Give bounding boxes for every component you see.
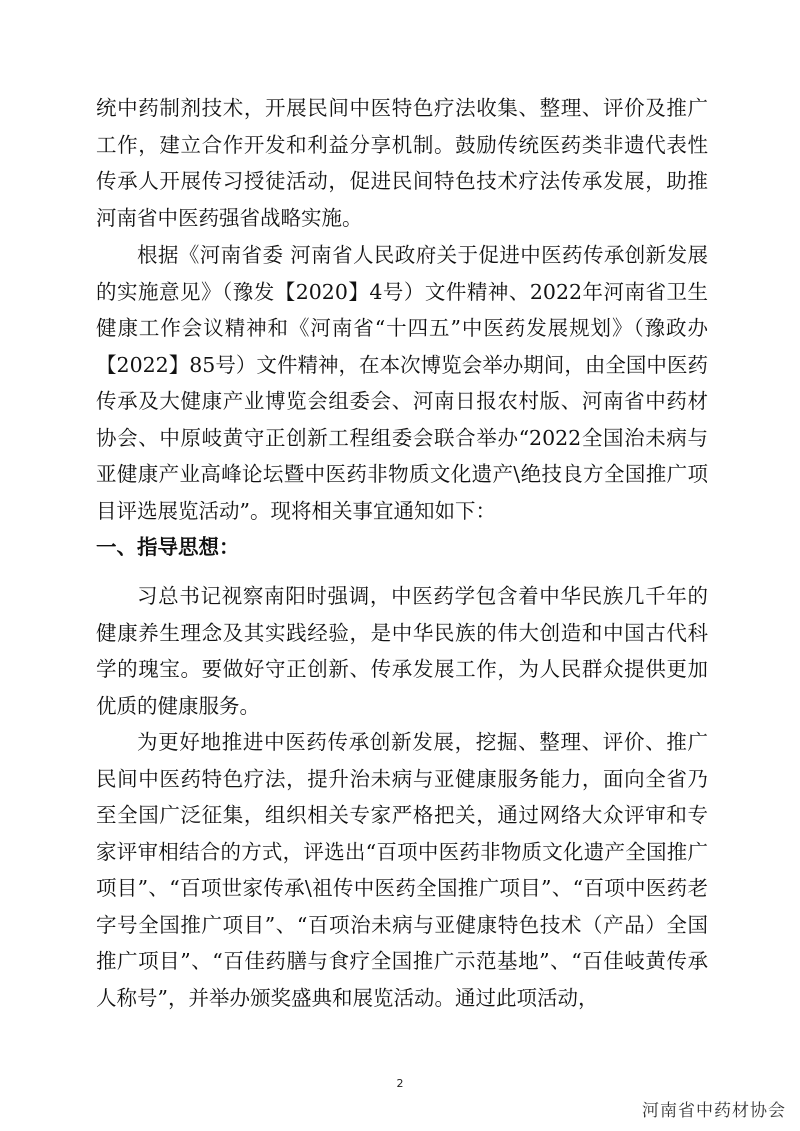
paragraph-continuation: 统中药制剂技术，开展民间中医特色疗法收集、整理、评价及推广工作，建立合作开发和利益分享机制。鼓励传统医药类非遗代表性传承人开展传习授徒活动，促进民间特色技术疗法传承发展，助推河南省中医药强省战略实施。 xyxy=(96,96,708,230)
page-number: 2 xyxy=(396,1077,404,1090)
paragraph-purpose: 为更好地推进中医药传承创新发展，挖掘、整理、评价、推广民间中医药特色疗法，提升治未病与亚健康服务能力，面向全省乃至全国广泛征集，组织相关专家严格把关，通过网络大众评审和专家评审相结合的方式，评选出“百项中医药非物质文化遗产全国推广项目”、“百项世家传承\祖传中医药全国推广项目”、“百项中医药老字号全国推广项目”、“百项治未病与亚健康特色技术（产品）全国推广项目”、“百佳药膳与食疗全国推广示范基地”、“百佳岐黄传承人称号”，并举办颁奖盛典和展览活动。通过此项活动， xyxy=(96,730,708,1010)
paragraph-ideology: 习总书记视察南阳时强调，中医药学包含着中华民族几千年的健康养生理念及其实践经验，是中华民族的伟大创造和中国古代科学的瑰宝。要做好守正创新、传承发展工作，为人民群众提供更加优质的健康服务。 xyxy=(96,584,708,718)
paragraph-basis: 根据《河南省委 河南省人民政府关于促进中医药传承创新发展的实施意见》（豫发【2020】4号）文件精神、2022年河南省卫生健康工作会议精神和《河南省“十四五”中医药发展规划》（豫政办【2022】85号）文件精神，在本次博览会举办期间，由全国中医药传承及大健康产业博览会组委会、河南日报农村版、河南省中药材协会、中原岐黄守正创新工程组委会联合举办“2022全国治未病与亚健康产业高峰论坛暨中医药非物质文化遗产\绝技良方全国推广项目评选展览活动”。现将相关事宜通知如下： xyxy=(96,243,708,523)
section-heading-guiding-ideology: 一、指导思想： xyxy=(96,535,240,559)
footer-organization: 河南省中药材协会 xyxy=(642,1101,786,1121)
